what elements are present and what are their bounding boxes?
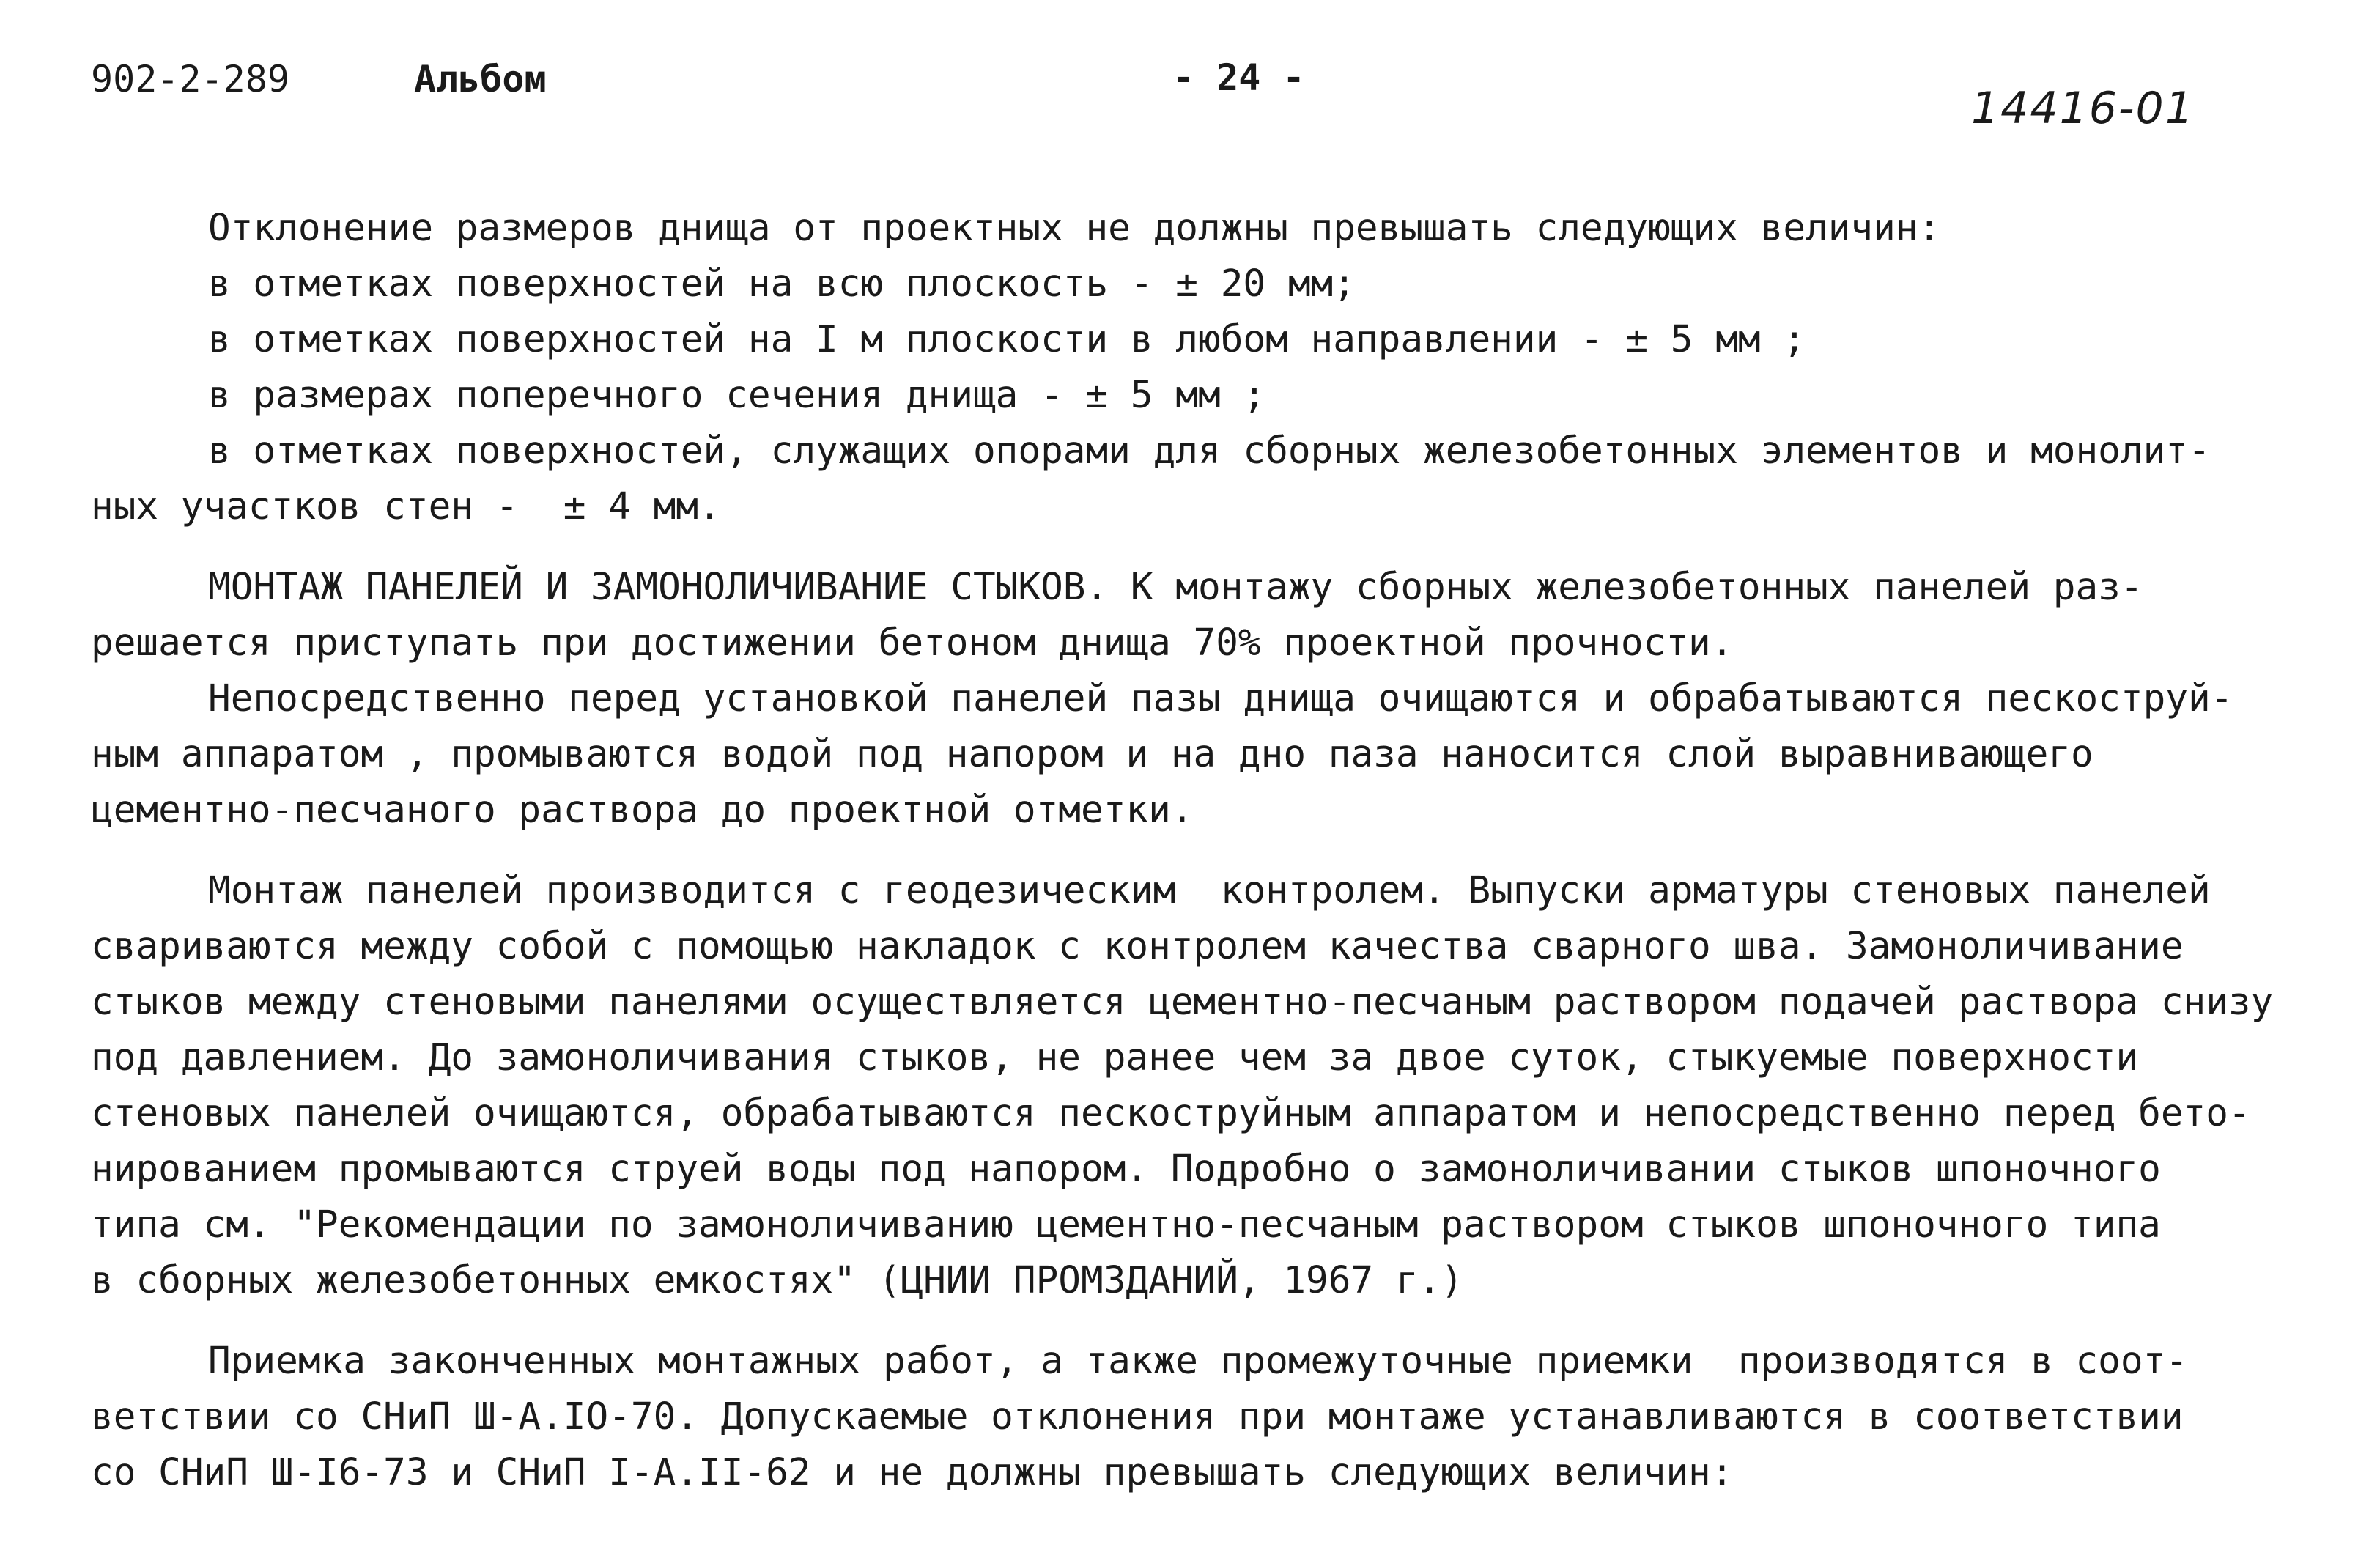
- text-line: нированием промываются струей воды под напором. Подробно о замоноличивании стыков шпоночного: [91, 1148, 2161, 1191]
- text-line: ным аппаратом , промываются водой под напором и на дно паза наносится слой выравнивающего: [91, 733, 2093, 776]
- inventory-number: 14416-01: [1971, 83, 2195, 134]
- text-line: под давлением. До замоноличивания стыков, не ранее чем за двое суток, стыкуемые поверхности: [91, 1036, 2139, 1079]
- text-line: Непосредственно перед установкой панелей пазы днища очищаются и обрабатываются пескоструй-: [208, 677, 2233, 720]
- text-line: стыков между стеновыми панелями осуществляется цементно-песчаным раствором подачей раствора снизу: [91, 981, 2274, 1024]
- text-line: Приемка законченных монтажных работ, а также промежуточные приемки производятся в соот-: [208, 1340, 2189, 1383]
- paragraph-wall-sections: [91, 479, 2333, 535]
- text-line: в отметках поверхностей, служащих опорами для сборных железобетонных элементов и монолит-: [208, 429, 2211, 473]
- paragraph-panel-mounting: [91, 560, 2333, 671]
- text-line: в отметках поверхностей на I м плоскости в любом направлении - ± 5 мм ;: [208, 318, 1806, 361]
- text-line: в размерах поперечного сечения днища - ± 5 мм ;: [208, 374, 1266, 417]
- paragraph-groove-cleaning: [91, 671, 2333, 838]
- page-number: - 24 -: [1172, 56, 1305, 99]
- text-line: ветствии со СНиП Ш-А.IO-70. Допускаемые отклонения при монтаже устанавливаются в соответствии: [91, 1395, 2184, 1439]
- text-line: цементно-песчаного раствора до проектной отметки.: [91, 789, 1194, 832]
- text-line: в отметках поверхностей на всю плоскость - ± 20 мм;: [208, 262, 1356, 306]
- paragraph-geodetic-control: [91, 863, 2333, 1309]
- text-line: решается приступать при достижении бетоном днища 70% проектной прочности.: [91, 621, 1734, 665]
- text-line: стеновых панелей очищаются, обрабатываются пескоструйным аппаратом и непосредственно перед бето-: [91, 1092, 2251, 1135]
- text-line: типа см. "Рекомендации по замоноличиванию цементно-песчаным раствором стыков шпоночного типа: [91, 1203, 2161, 1247]
- text-line: свариваются между собой с помощью накладок с контролем качества сварного шва. Замоноличивание: [91, 925, 2184, 968]
- text-line: ных участков стен - ± 4 мм.: [91, 485, 721, 528]
- album-label: Альбом: [414, 58, 547, 100]
- text-line: МОНТАЖ ПАНЕЛЕЙ И ЗАМОНОЛИЧИВАНИЕ СТЫКОВ. К монтажу сборных железобетонных панелей раз-: [208, 566, 2143, 609]
- text-line: Отклонение размеров днища от проектных не должны превышать следующих величин:: [208, 207, 1941, 250]
- text-line: в сборных железобетонных емкостях" (ЦНИИ ПРОМЗДАНИЙ, 1967 г.): [91, 1259, 1463, 1302]
- document-code: 902-2-289: [91, 58, 289, 100]
- paragraph-acceptance: [91, 1334, 2333, 1501]
- paragraph-bottom-deviations: [91, 201, 2333, 479]
- text-line: со СНиП Ш-I6-73 и СНиП I-А.II-62 и не должны превышать следующих величин:: [91, 1451, 1734, 1494]
- text-line: Монтаж панелей производится с геодезическим контролем. Выпуски арматуры стеновых панелей: [208, 869, 2211, 912]
- document-body: [91, 201, 2333, 1501]
